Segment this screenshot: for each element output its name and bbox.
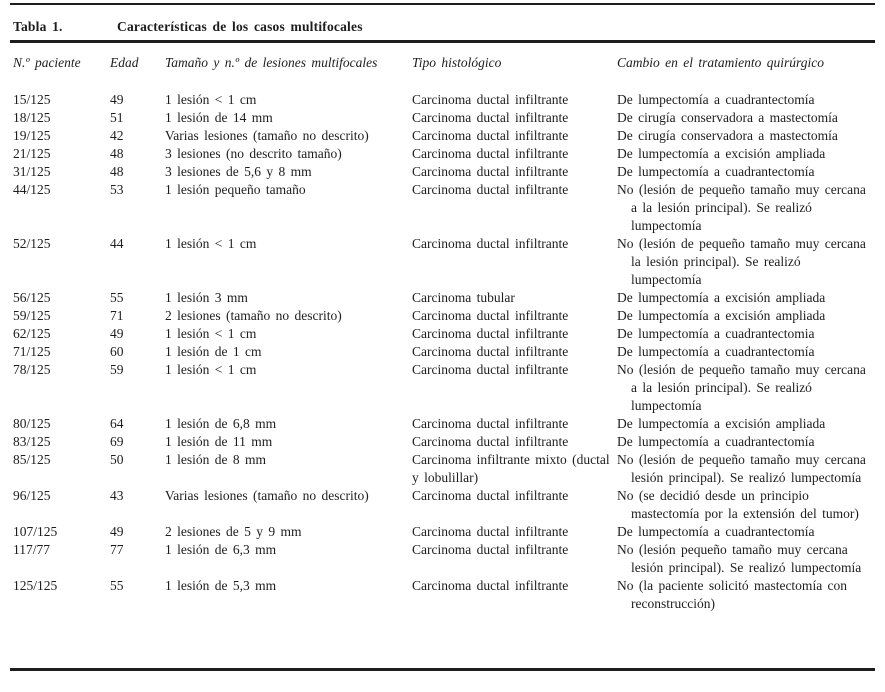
cell-num-paciente: 21/125 [13,146,51,161]
cell-lesiones: 1 lesión de 6,8 mm [165,416,277,431]
table-label: Tabla 1. [13,19,63,34]
cell-edad: 48 [110,146,124,161]
cell-edad: 48 [110,164,124,179]
cell-edad: 69 [110,434,124,449]
cell-num-paciente: 15/125 [13,92,51,107]
column-header: Cambio en el tratamiento quirúrgico [617,55,824,70]
cell-edad: 44 [110,236,124,251]
table-row [10,181,875,235]
cell-cambio-tratamiento: No (la paciente solicitó mastectomía con reconstrucción) [617,578,848,611]
cell-num-paciente: 96/125 [13,488,51,503]
cell-cambio-tratamiento: De lumpectomía a cuadrantectomía [617,164,815,179]
table-row [10,307,875,325]
cell-tipo-histologico: Carcinoma ductal infiltrante [412,110,569,125]
cell-num-paciente: 78/125 [13,362,51,377]
cell-cambio-tratamiento: De lumpectomía a cuadrantectomía [617,344,815,359]
table-row [10,523,875,541]
cell-cambio-tratamiento: No (lesión de pequeño tamaño muy cercana lesión principal). Se realizó lumpectomía [617,452,866,485]
cell-lesiones: 1 lesión < 1 cm [165,236,257,251]
cell-tipo-histologico: Carcinoma ductal infiltrante [412,524,569,539]
table-row [10,109,875,127]
table-row [10,433,875,451]
cell-lesiones: Varias lesiones (tamaño no descrito) [165,488,369,503]
cell-lesiones: 1 lesión < 1 cm [165,326,257,341]
cell-lesiones: 1 lesión < 1 cm [165,92,257,107]
cell-num-paciente: 52/125 [13,236,51,251]
table-row [10,289,875,307]
table-row [10,577,875,613]
cell-edad: 77 [110,542,124,557]
cell-tipo-histologico: Carcinoma tubular [412,290,515,305]
cell-num-paciente: 44/125 [13,182,51,197]
table-row [10,91,875,109]
table-row [10,451,875,487]
cell-cambio-tratamiento: No (lesión de pequeño tamaño muy cercana la lesión principal). Se realizó lumpectomía [617,236,866,287]
cell-cambio-tratamiento: No (lesión pequeño tamaño muy cercana lesión principal). Se realizó lumpectomía [617,542,862,575]
cell-lesiones: 1 lesión 3 mm [165,290,248,305]
cell-tipo-histologico: Carcinoma ductal infiltrante [412,488,569,503]
table-caption [13,17,885,36]
table-row [10,325,875,343]
cell-cambio-tratamiento: De lumpectomía a cuadrantectomía [617,92,815,107]
cell-tipo-histologico: Carcinoma ductal infiltrante [412,92,569,107]
bottom-rule [10,668,875,671]
cell-lesiones: 1 lesión de 5,3 mm [165,578,277,593]
cell-edad: 53 [110,182,124,197]
table-title: Características de los casos multifocales [117,19,363,34]
cell-num-paciente: 59/125 [13,308,51,323]
cell-cambio-tratamiento: De cirugía conservadora a mastectomía [617,110,838,125]
cell-cambio-tratamiento: De lumpectomía a excisión ampliada [617,146,826,161]
table-row [10,163,875,181]
cell-tipo-histologico: Carcinoma ductal infiltrante [412,362,569,377]
cell-num-paciente: 125/125 [13,578,58,593]
cell-lesiones: 1 lesión de 6,3 mm [165,542,277,557]
cell-num-paciente: 56/125 [13,290,51,305]
cell-cambio-tratamiento: De lumpectomía a cuadrantectomía [617,434,815,449]
cell-lesiones: 1 lesión < 1 cm [165,362,257,377]
table-header-row [10,43,875,91]
cell-edad: 64 [110,416,124,431]
cell-num-paciente: 107/125 [13,524,58,539]
multifocal-cases-table [10,43,875,613]
cell-lesiones: 2 lesiones (tamaño no descrito) [165,308,342,323]
cell-lesiones: 1 lesión pequeño tamaño [165,182,306,197]
cell-cambio-tratamiento: De lumpectomía a excisión ampliada [617,416,826,431]
cell-lesiones: 1 lesión de 14 mm [165,110,273,125]
cell-cambio-tratamiento: No (se decidió desde un principio mastectomía por la extensión del tumor) [617,488,859,521]
table-row [10,235,875,289]
table-row [10,127,875,145]
cell-num-paciente: 80/125 [13,416,51,431]
cell-edad: 50 [110,452,124,467]
cell-num-paciente: 83/125 [13,434,51,449]
cell-tipo-histologico: Carcinoma ductal infiltrante [412,182,569,197]
cell-edad: 49 [110,92,124,107]
cell-tipo-histologico: Carcinoma ductal infiltrante [412,128,569,143]
top-rule [10,3,875,5]
cell-tipo-histologico: Carcinoma ductal infiltrante [412,542,569,557]
table-row [10,343,875,361]
cell-edad: 60 [110,344,124,359]
cell-cambio-tratamiento: No (lesión de pequeño tamaño muy cercana a la lesión principal). Se realizó lumpectomía [617,362,866,413]
cell-lesiones: 3 lesiones (no descrito tamaño) [165,146,342,161]
cell-tipo-histologico: Carcinoma ductal infiltrante [412,344,569,359]
cell-tipo-histologico: Carcinoma infiltrante mixto (ductal y lobulillar) [412,452,610,485]
cell-edad: 59 [110,362,124,377]
cell-tipo-histologico: Carcinoma ductal infiltrante [412,434,569,449]
cell-num-paciente: 71/125 [13,344,51,359]
cell-lesiones: 1 lesión de 11 mm [165,434,273,449]
cell-cambio-tratamiento: De lumpectomía a excisión ampliada [617,308,826,323]
cell-num-paciente: 31/125 [13,164,51,179]
cell-edad: 55 [110,578,124,593]
cell-lesiones: 1 lesión de 8 mm [165,452,266,467]
cell-lesiones: Varias lesiones (tamaño no descrito) [165,128,369,143]
table-row [10,541,875,577]
cell-tipo-histologico: Carcinoma ductal infiltrante [412,326,569,341]
cell-edad: 43 [110,488,124,503]
cell-num-paciente: 85/125 [13,452,51,467]
column-header: Tipo histológico [412,55,502,70]
cell-cambio-tratamiento: De lumpectomía a excisión ampliada [617,290,826,305]
cell-tipo-histologico: Carcinoma ductal infiltrante [412,146,569,161]
cell-num-paciente: 18/125 [13,110,51,125]
cell-cambio-tratamiento: De lumpectomía a cuadrantectomia [617,326,815,341]
cell-tipo-histologico: Carcinoma ductal infiltrante [412,236,569,251]
cell-num-paciente: 62/125 [13,326,51,341]
table-body [10,91,875,613]
column-header: N.º paciente [13,55,81,70]
cell-tipo-histologico: Carcinoma ductal infiltrante [412,164,569,179]
cell-cambio-tratamiento: De lumpectomía a cuadrantectomía [617,524,815,539]
cell-edad: 51 [110,110,124,125]
cell-cambio-tratamiento: De cirugía conservadora a mastectomía [617,128,838,143]
cell-num-paciente: 117/77 [13,542,50,557]
cell-tipo-histologico: Carcinoma ductal infiltrante [412,308,569,323]
cell-edad: 42 [110,128,124,143]
cell-cambio-tratamiento: No (lesión de pequeño tamaño muy cercana a la lesión principal). Se realizó lumpectomía [617,182,866,233]
cell-tipo-histologico: Carcinoma ductal infiltrante [412,416,569,431]
table-row [10,487,875,523]
cell-lesiones: 2 lesiones de 5 y 9 mm [165,524,302,539]
cell-edad: 55 [110,290,124,305]
cell-tipo-histologico: Carcinoma ductal infiltrante [412,578,569,593]
table-row [10,415,875,433]
table-row [10,361,875,415]
cell-edad: 49 [110,524,124,539]
column-header: Edad [110,55,139,70]
cell-edad: 49 [110,326,124,341]
cell-lesiones: 1 lesión de 1 cm [165,344,262,359]
cell-num-paciente: 19/125 [13,128,51,143]
table-row [10,145,875,163]
cell-lesiones: 3 lesiones de 5,6 y 8 mm [165,164,312,179]
cell-edad: 71 [110,308,124,323]
column-header: Tamaño y n.º de lesiones multifocales [165,55,378,70]
